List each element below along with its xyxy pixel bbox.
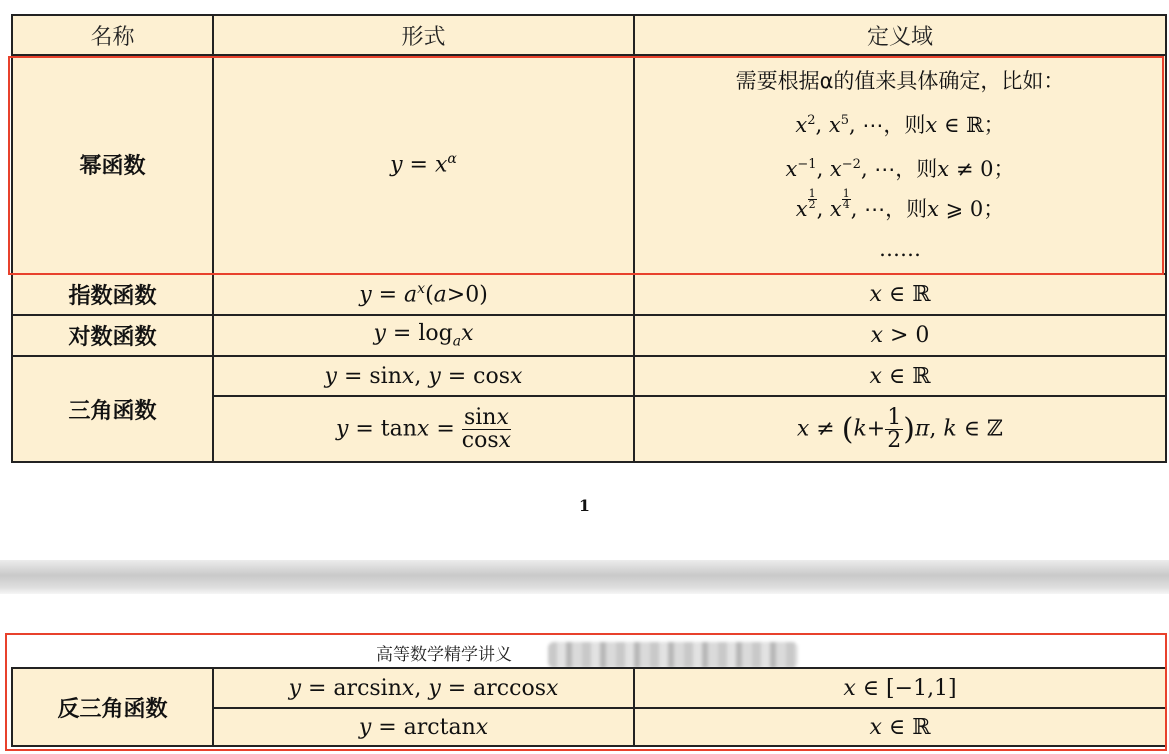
power-function-form: $y = x^\alpha$ (213, 55, 634, 274)
power-function-domain (634, 55, 1166, 274)
logarithm-function-form: $y = \log_ax$ (213, 315, 634, 356)
page-separator (0, 560, 1169, 594)
page2-header: 高等数学精学讲义 (376, 645, 512, 665)
trig-function-form2: y = tanx = $\frac{\sin x}{\cos x}$ (213, 396, 634, 462)
header-form: 形式 (213, 15, 634, 55)
inverse-trig-form2: y = arctanx (213, 708, 634, 746)
exponential-function-name: 指数函数 (12, 274, 213, 315)
header-name: 名称 (12, 15, 213, 55)
power-domain-case1: $x^2$, $x^5$, ⋯，则x ∈ ℝ； (795, 112, 1005, 137)
logarithm-function-row (12, 315, 1166, 356)
trig-function-domain2: x ≠ (k+ $\frac{1}{2}$ )π, k ∈ ℤ (634, 396, 1166, 462)
inverse-trig-row-1 (12, 668, 1166, 708)
power-function-name: 幂函数 (12, 55, 213, 274)
exponential-function-row (12, 274, 1166, 315)
header-domain: 定义域 (634, 15, 1166, 55)
page-number: 1 (578, 496, 591, 515)
trig-function-form1: y = sinx, y = cosx (213, 356, 634, 396)
inverse-trig-table (11, 667, 1167, 747)
inverse-trig-name: 反三角函数 (12, 668, 213, 746)
trig-function-name: 三角函数 (12, 356, 213, 462)
redacted-text (548, 642, 798, 668)
exponential-function-form: $y = a^x(a>0)$ (213, 274, 634, 315)
power-domain-case3: x $\frac{1}{2}$ , x $\frac{1}{4}$ , ⋯，则x ⩾ 0； (795, 186, 1005, 221)
logarithm-function-name: 对数函数 (12, 315, 213, 356)
power-domain-ellipsis: …… (879, 236, 921, 261)
exponential-function-domain: x ∈ ℝ (634, 274, 1166, 315)
power-domain-case2: $x^{-1}$, $x^{-2}$, ⋯，则x ≠ 0； (785, 156, 1015, 181)
trig-function-domain1: x ∈ ℝ (634, 356, 1166, 396)
power-domain-intro: 需要根据α的值来具体确定，比如： (735, 68, 1065, 93)
function-domain-table (11, 14, 1167, 463)
inverse-trig-domain1: x ∈ [−1,1] (634, 668, 1166, 708)
trig-function-row-1 (12, 356, 1166, 396)
power-function-row (12, 55, 1166, 274)
inverse-trig-domain2: x ∈ ℝ (634, 708, 1166, 746)
logarithm-function-domain: x > 0 (634, 315, 1166, 356)
inverse-trig-form1: y = arcsinx, y = arccosx (213, 668, 634, 708)
